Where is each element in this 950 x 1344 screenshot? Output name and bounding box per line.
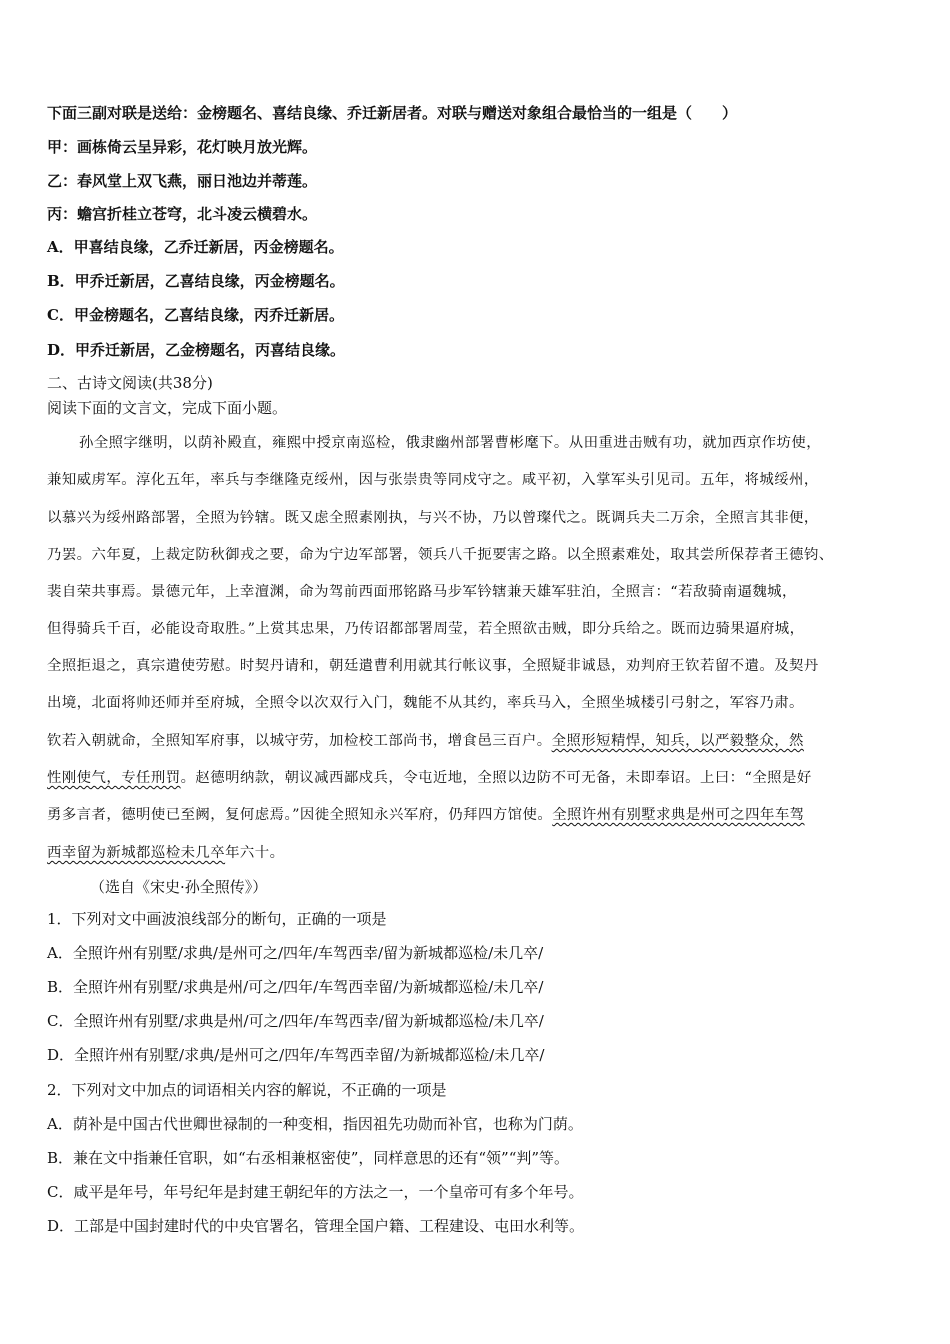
section-heading: 二、古诗文阅读(共38分) [47,374,213,392]
couplet-jia: 甲：画栋倚云呈异彩，花灯映月放光辉。 [47,138,318,156]
q1-option-b: B．全照许州有别墅/求典是州/可之/四年/车驾西幸留/为新城都巡检/未几卒/ [47,978,544,996]
wavy-underlined-text: 性刚使气，专任刑罚 [47,770,181,786]
passage-line: 但得骑兵千百，必能设奇取胜。”上赏其忠果，乃传诏都部署周莹，若全照欲击贼，即分兵给之。既而边骑果逼府城， [47,621,805,637]
option-a: A．甲喜结良缘，乙乔迁新居，丙金榜题名。 [47,238,344,256]
q1-option-a: A．全照许州有别墅/求典/是州可之/四年/车驾西幸/留为新城都巡检/未几卒/ [47,944,544,962]
q2-stem: 2．下列对文中加点的词语相关内容的解说，不正确的一项是 [47,1081,447,1099]
option-b: B．甲乔迁新居，乙喜结良缘，丙金榜题名。 [47,272,345,290]
passage-line: 裴自荣共事焉。景德元年，上幸澶渊，命为驾前西面邢铭路马步军钤辖兼天雄军驻泊，全照言：“若敌骑南逼魏城， [47,584,797,600]
wavy-underlined-text: 西幸留为新城都巡检未几卒 [47,845,226,861]
q1-option-c: C．全照许州有别墅/求典是州/可之/四年/车驾西幸/留为新城都巡检/未几卒/ [47,1012,544,1030]
passage-line: 乃罢。六年夏，上裁定防秋御戎之要，命为宁边军部署，领兵八千扼要害之路。以全照素难处，取其尝所保荐者王德钧、 [47,547,834,563]
passage-line: 兼知威虏军。淳化五年，率兵与李继隆克绥州，因与张崇贵等同戍守之。咸平初，入掌军头引见司。五年，将城绥州， [47,472,819,488]
q2-option-c: C．咸平是年号，年号纪年是封建王朝纪年的方法之一，一个皇帝可有多个年号。 [47,1183,584,1201]
q2-option-d: D．工部是中国封建时代的中央官署名，管理全国户籍、工程建设、屯田水利等。 [47,1217,585,1235]
passage-line [47,803,805,824]
question-stem: 下面三副对联是送给：金榜题名、喜结良缘、乔迁新居者。对联与赠送对象组合最恰当的一组是（ ） [47,104,738,122]
passage-text: 勇多言者，德明使已至阙，复何虑焉。”因徙全照知永兴军府，仍拜四方馆使。 [47,807,553,823]
q1-stem: 1．下列对文中画波浪线部分的断句，正确的一项是 [47,910,387,928]
q2-option-b: B．兼在文中指兼任官职，如“右丞相兼枢密使”，同样意思的还有“领”“判”等。 [47,1149,570,1167]
wavy-underlined-text: 全照形短精悍，知兵，以严毅整众，然 [551,733,804,749]
passage-text: 年六十。 [225,845,285,861]
passage-line [47,766,812,787]
q1-option-d: D．全照许州有别墅/求典/是州可之/四年/车驾西幸留/为新城都巡检/未几卒/ [47,1046,545,1064]
wavy-underlined-text: 全照许州有别墅求典是州可之四年车驾 [552,807,805,823]
couplet-yi: 乙：春风堂上双飞燕，丽日池边并蒂莲。 [47,172,318,190]
passage-line [47,729,804,750]
passage-text: 钦若入朝就命，全照知军府事，以城守劳，加检校工部尚书，增食邑三百户。 [47,733,552,749]
option-d: D．甲乔迁新居，乙金榜题名，丙喜结良缘。 [47,341,346,359]
passage-source: （选自《宋史·孙全照传》） [90,878,268,896]
passage-line: 孙全照字继明，以荫补殿直，雍熙中授京南巡检，俄隶幽州部署曹彬麾下。从田重进击贼有功，就加西京作坊使， [79,435,822,451]
passage-line: 全照拒退之，真宗遣使劳慰。时契丹请和，朝廷遣曹利用就其行帐议事，全照疑非诚恳，劝判府王钦若留不遣。及契丹 [47,658,819,674]
q2-option-a: A．荫补是中国古代世卿世禄制的一种变相，指因祖先功勋而补官，也称为门荫。 [47,1115,583,1133]
passage-line: 出境，北面将帅还师并至府城，全照令以次双行入门，魏能不从其约，率兵马入，全照坐城楼引弓射之，军容乃肃。 [47,695,804,711]
passage-line: 以慕兴为绥州路部署，全照为钤辖。既又虑全照素刚执，与兴不协，乃以曾璨代之。既调兵夫二万余，全照言其非便， [47,510,819,526]
option-c: C．甲金榜题名，乙喜结良缘，丙乔迁新居。 [47,306,344,324]
reading-instruction: 阅读下面的文言文，完成下面小题。 [47,399,288,417]
passage-line [47,841,284,862]
passage-text: 。赵德明纳款，朝议减西鄙戍兵，令屯近地，全照以边防不可无备，未即奉诏。上曰：“全照是好 [180,770,812,786]
couplet-bing: 丙：蟾宫折桂立苍穹，北斗凌云横碧水。 [47,205,318,223]
